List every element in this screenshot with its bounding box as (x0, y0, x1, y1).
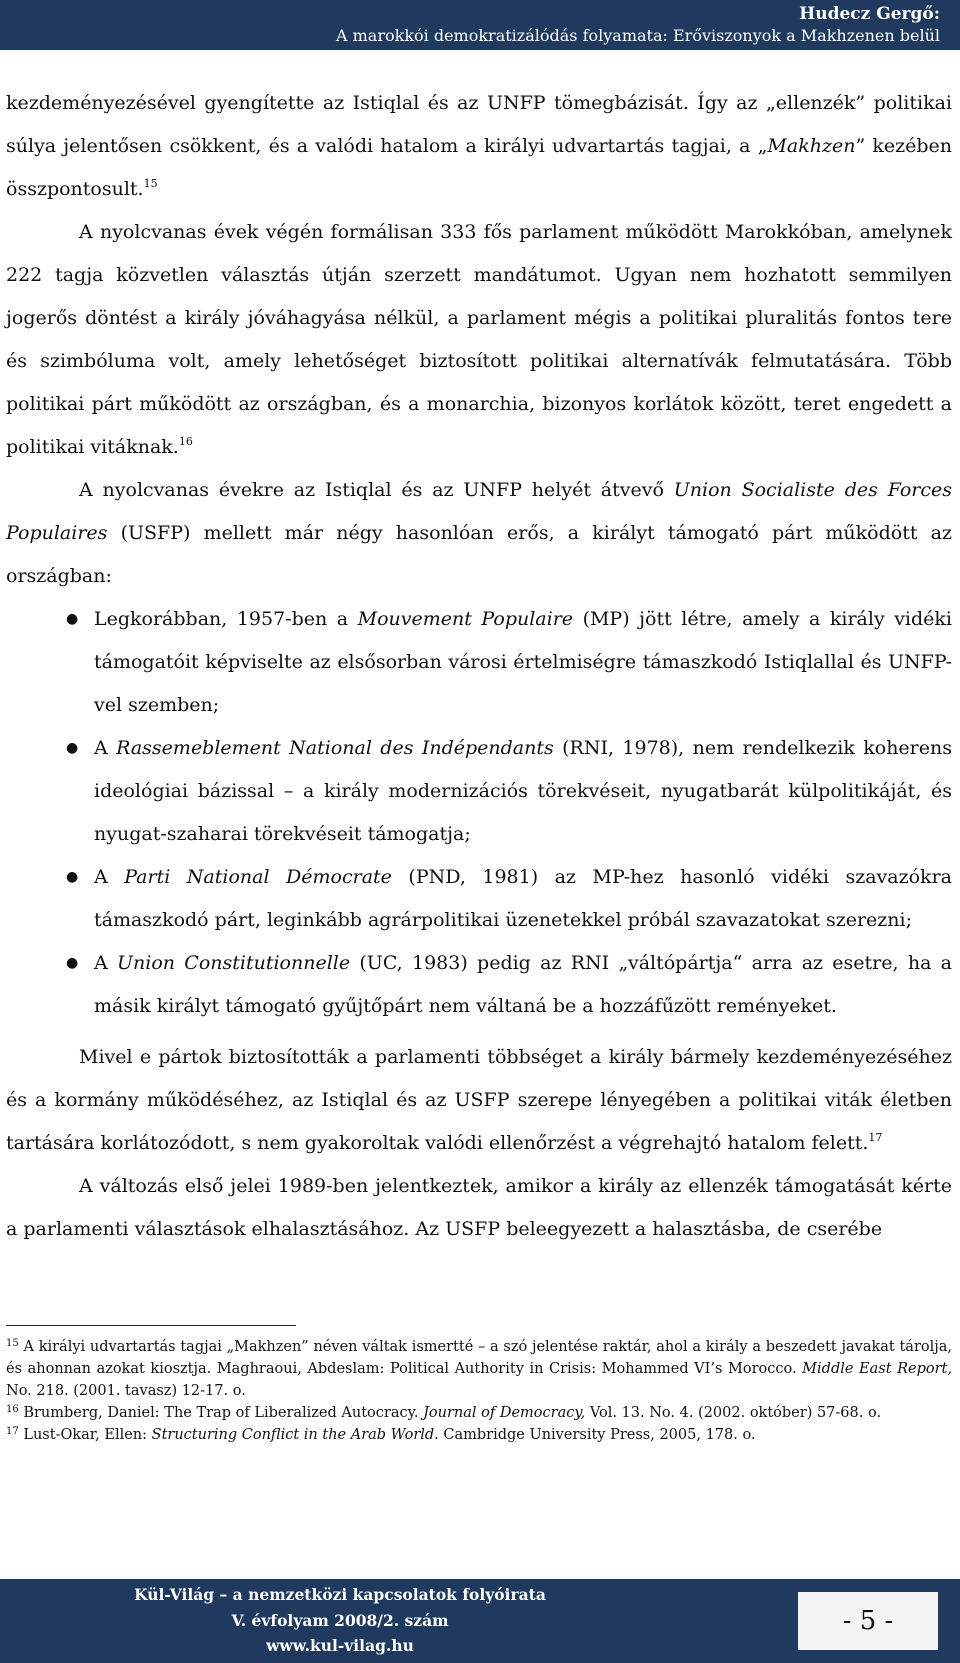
header-title: A marokkói demokratizálódás folyamata: Erőviszonyok a Makhzenen belül (335, 26, 940, 45)
text-span: Brumberg, Daniel: The Trap of Liberalized Autocracy. (23, 1405, 424, 1421)
text-span: (UC, 1983) pedig az RNI „váltópártja“ arra az esetre, ha a másik királyt támogató gyűjtőpárt nem váltaná be a hozzáfűzött reményeket. (94, 952, 953, 1017)
text-span: Cambridge University Press, 2005, 178. o. (438, 1427, 756, 1443)
footer-url[interactable]: www.kul-vilag.hu (266, 1636, 414, 1655)
footnote-17 (6, 1424, 952, 1446)
text-span: Vol. 13. No. 4. (2002. október) 57-68. o. (585, 1405, 882, 1421)
bullet-icon: ● (66, 869, 79, 885)
text-span: Legkorábban, 1957-ben a (94, 608, 358, 630)
list-item (6, 598, 952, 727)
italic-term: Parti National Démocrate (124, 866, 392, 888)
paragraph-1 (6, 82, 952, 211)
text-span: A (94, 866, 125, 888)
party-list (6, 598, 952, 1028)
paragraph-5 (6, 1165, 952, 1251)
text-span: No. 218. (2001. tavasz) 12-17. o. (6, 1383, 246, 1399)
text-span: A változás első jelei 1989-ben jelentkeztek, amikor a király az ellenzék támogatását kérte a parlamenti választások elhalasztásához. Az USFP beleegyezett a halasztásba, de cserébe (6, 1175, 952, 1240)
footer-issue: V. évfolyam 2008/2. szám (231, 1611, 449, 1630)
italic-term: Rassemeblement National des Indépendants (116, 737, 554, 759)
footer-journal: Kül-Világ – a nemzetközi kapcsolatok folyóirata (134, 1585, 546, 1604)
text-span: A (94, 737, 117, 759)
article-body (6, 82, 952, 1028)
italic-term: Union Constitutionnelle (117, 952, 351, 974)
text-span: (RNI, 1978), nem rendelkezik koherens ideológiai bázissal – a király modernizációs törekvéseit, nyugatbarát külpolitikáját, és nyugat-szaharai törekvéseit támogatja; (94, 737, 952, 845)
footnote-ref-17[interactable]: 17 (868, 1131, 883, 1144)
paragraph-3 (6, 469, 952, 598)
footnote-15 (6, 1336, 952, 1402)
italic-term: Middle East Report, (802, 1361, 952, 1377)
article-body-continued (6, 1036, 952, 1251)
bullet-icon: ● (66, 740, 79, 756)
italic-term: Makhzen (767, 135, 856, 157)
footnote-number: 17 (6, 1426, 19, 1437)
bullet-icon: ● (66, 955, 79, 971)
text-span: ” kezében összpontosult. (6, 135, 952, 200)
italic-term: Mouvement Populaire (357, 608, 574, 630)
text-span: A nyolcvanas évek végén formálisan 333 fős parlament működött Marokkóban, amelynek 222 tagja közvetlen választás útján szerzett mandátumot. Ugyan nem hozhatott semmilyen jogerős döntést a király jóváhagyása nélkül, a parlament mégis a politikai pluralitás fontos tere és szimbóluma volt, amely lehetőséget biztosított politikai alternatívák felmutatására. Több politikai párt működött az országban, és a monarchia, bizonyos korlátok között, teret engedett a politikai vitáknak. (6, 221, 952, 458)
text-span: A (94, 952, 117, 974)
text-span: Mivel e pártok biztosították a parlamenti többséget a király bármely kezdeményezéséhez és a kormány működéséhez, az Istiqlal és az USFP szerepe lényegében a politikai viták életben tartására korlátozódott, s nem gyakoroltak valódi ellenőrzést a végrehajtó hatalom felett. (6, 1046, 952, 1154)
page-header (0, 0, 960, 50)
footnote-divider (6, 1325, 296, 1326)
list-item (6, 856, 952, 942)
footnote-number: 16 (6, 1404, 19, 1415)
text-span: (MP) jött létre, amely a király vidéki támogatóit képviselte az elsősorban városi értelmiségre támaszkodó Istiqlallal és UNFP-vel szemben; (94, 608, 952, 716)
footnote-number: 15 (6, 1338, 19, 1349)
list-item (6, 727, 952, 856)
page-number: - 5 - (798, 1592, 938, 1650)
footnote-16 (6, 1402, 952, 1424)
paragraph-4 (6, 1036, 952, 1165)
text-span: Lust-Okar, Ellen: (23, 1427, 152, 1443)
footnote-ref-16[interactable]: 16 (178, 435, 193, 448)
footnote-ref-15[interactable]: 15 (143, 177, 158, 190)
italic-term: Union Socialiste des Forces Populaires (6, 479, 952, 544)
header-author: Hudecz Gergő: (799, 4, 940, 24)
bullet-icon: ● (66, 611, 79, 627)
text-span: A királyi udvartartás tagjai „Makhzen” néven váltak ismertté – a szó jelentése raktár, ahol a király a beszedett javakat tárolja, és ahonnan azokat kiosztja. Maghraoui, Abdeslam: Political Authority in Crisis: Mohammed VI’s Morocco. (6, 1339, 952, 1377)
text-span: (USFP) mellett már négy hasonlóan erős, a királyt támogató párt működött az országban: (6, 522, 952, 587)
paragraph-2 (6, 211, 952, 469)
italic-term: Journal of Democracy, (423, 1405, 586, 1421)
text-span: (PND, 1981) az MP-hez hasonló vidéki szavazókra támaszkodó párt, leginkább agrárpolitikai üzenetekkel próbál szavazatokat szerezni; (94, 866, 952, 931)
list-item (6, 942, 952, 1028)
footnotes (6, 1336, 952, 1446)
italic-term: Structuring Conflict in the Arab World. (151, 1427, 439, 1443)
text-span: A nyolcvanas évekre az Istiqlal és az UNFP helyét átvevő (79, 479, 674, 501)
text-span: kezdeményezésével gyengítette az Istiqlal és az UNFP tömegbázisát. Így az „ellenzék” politikai súlya jelentősen csökkent, és a valódi hatalom a királyi udvartartás tagjai, a „ (6, 92, 952, 157)
